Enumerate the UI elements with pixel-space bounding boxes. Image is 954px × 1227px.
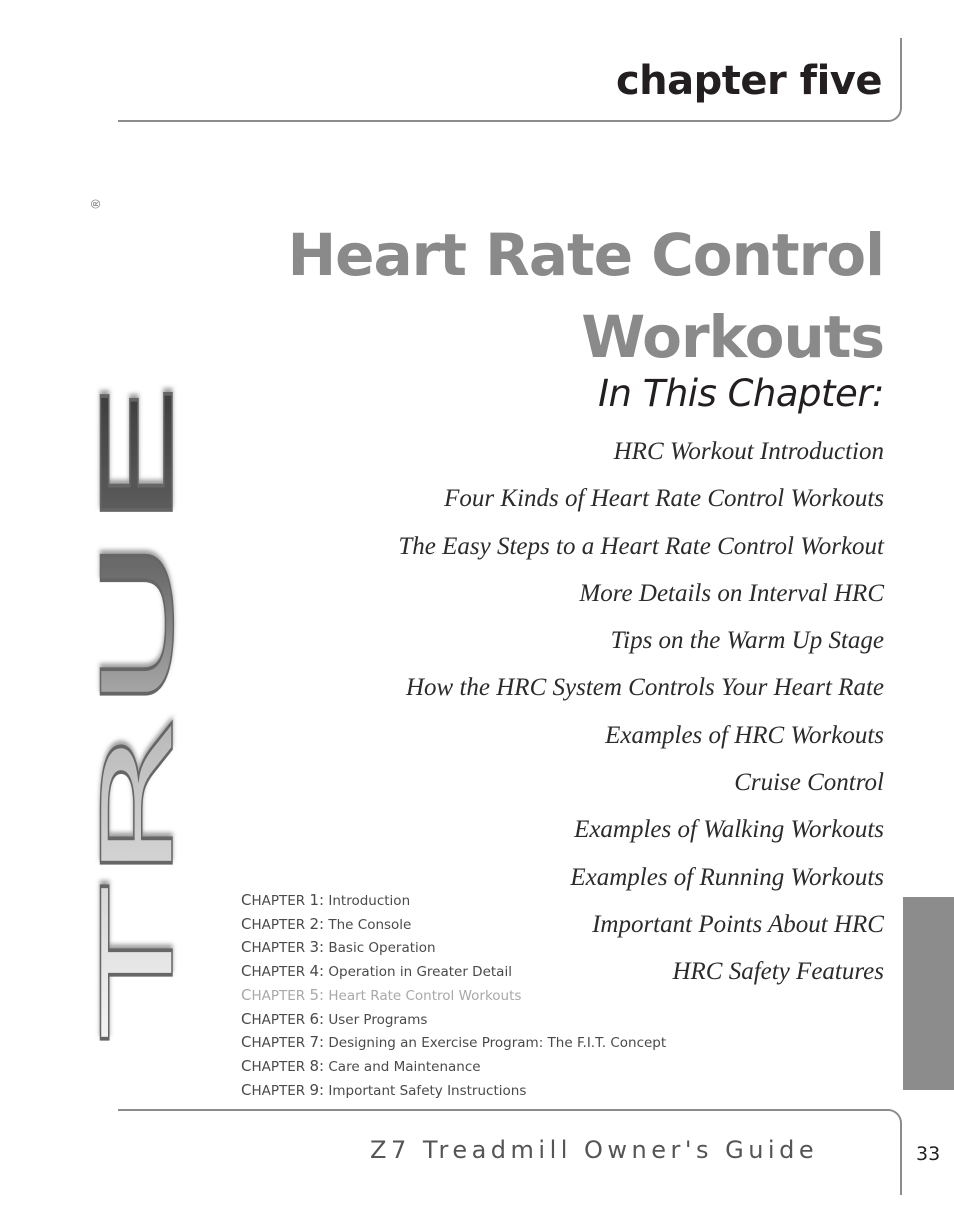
topic-item: Examples of Walking Workouts bbox=[574, 816, 884, 844]
topic-item: Important Points About HRC bbox=[592, 910, 884, 938]
chapter-index-item: CHAPTER 2: The Console bbox=[241, 914, 412, 933]
page-title-line-2: Workouts bbox=[581, 303, 884, 371]
topic-item: More Details on Interval HRC bbox=[579, 579, 884, 607]
chapter-index-item: CHAPTER 7: Designing an Exercise Program: The F.I.T. Concept bbox=[241, 1033, 667, 1052]
chapter-index-item: CHAPTER 8: Care and Maintenance bbox=[241, 1056, 481, 1075]
chapter-index-item: CHAPTER 9: Important Safety Instructions bbox=[241, 1080, 527, 1099]
topic-item: The Easy Steps to a Heart Rate Control Workout bbox=[398, 532, 884, 560]
page-title-line-1: Heart Rate Control bbox=[287, 221, 884, 289]
chapter-index-item: CHAPTER 4: Operation in Greater Detail bbox=[241, 962, 512, 981]
page-number: 33 bbox=[916, 1143, 941, 1165]
topic-item: HRC Safety Features bbox=[672, 958, 884, 986]
true-logo-text: TRUE bbox=[82, 776, 196, 1038]
topic-item: Four Kinds of Heart Rate Control Workouts bbox=[444, 485, 884, 513]
topic-item: How the HRC System Controls Your Heart Rate bbox=[405, 674, 884, 702]
page-title bbox=[288, 214, 884, 378]
topic-item: HRC Workout Introduction bbox=[613, 438, 884, 465]
chapter-index-item: CHAPTER 1: Introduction bbox=[241, 891, 411, 909]
chapter-label: chapter five bbox=[615, 58, 882, 104]
chapter-index-item: CHAPTER 6: User Programs bbox=[241, 1009, 428, 1028]
chapter-index-item-current: CHAPTER 5: Heart Rate Control Workouts bbox=[241, 985, 522, 1004]
chapter-index bbox=[241, 889, 666, 1102]
topic-item: Cruise Control bbox=[734, 769, 884, 797]
topic-item: Examples of HRC Workouts bbox=[605, 721, 884, 749]
chapter-side-tab bbox=[903, 897, 954, 1090]
topic-item: Tips on the Warm Up Stage bbox=[610, 627, 884, 655]
true-brand-logo bbox=[82, 196, 196, 1046]
registered-mark: ® bbox=[89, 198, 103, 210]
footer-guide-title: Z7 Treadmill Owner's Guide bbox=[370, 1136, 819, 1164]
chapter-index-item: CHAPTER 3: Basic Operation bbox=[241, 938, 436, 957]
section-subtitle: In This Chapter: bbox=[598, 372, 884, 415]
topic-item: Examples of Running Workouts bbox=[570, 863, 884, 891]
